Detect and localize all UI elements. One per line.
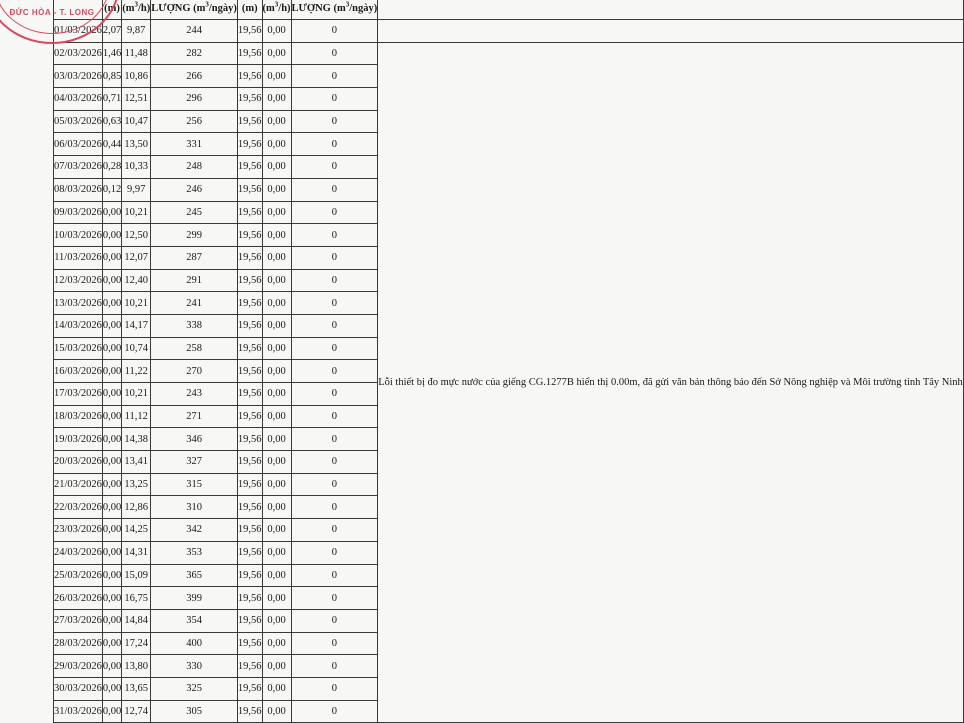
flow-rate-1-cell: 12,40	[122, 269, 151, 292]
daily-volume-1-cell: 258	[151, 337, 238, 360]
flow-rate-1-cell: 12,86	[122, 496, 151, 519]
daily-volume-1-cell: 248	[151, 156, 238, 179]
daily-volume-1-cell: 299	[151, 224, 238, 247]
water-level-1-cell: 0,00	[102, 632, 121, 655]
daily-volume-1-cell: 305	[151, 700, 238, 723]
water-level-1-cell: 0,00	[102, 337, 121, 360]
flow-rate-1-cell: 12,51	[122, 88, 151, 111]
water-level-2-cell: 19,56	[237, 314, 262, 337]
date-cell: 13/03/2026	[54, 292, 103, 315]
water-level-1-cell: 0,85	[102, 65, 121, 88]
water-level-2-cell: 19,56	[237, 337, 262, 360]
water-level-2-cell: 19,56	[237, 496, 262, 519]
date-cell: 16/03/2026	[54, 360, 103, 383]
daily-volume-2-cell: 0	[291, 360, 378, 383]
date-cell: 15/03/2026	[54, 337, 103, 360]
flow-rate-2-cell: 0,00	[262, 632, 291, 655]
date-cell: 30/03/2026	[54, 677, 103, 700]
water-level-1-cell: 0,00	[102, 383, 121, 406]
water-level-2-cell: 19,56	[237, 383, 262, 406]
daily-volume-2-cell: 0	[291, 541, 378, 564]
daily-volume-1-cell: 270	[151, 360, 238, 383]
water-level-2-cell: 19,56	[237, 541, 262, 564]
flow-rate-1-cell: 15,09	[122, 564, 151, 587]
daily-volume-1-cell: 241	[151, 292, 238, 315]
daily-volume-1-cell: 256	[151, 110, 238, 133]
daily-volume-1-cell: 287	[151, 246, 238, 269]
water-level-2-cell: 19,56	[237, 42, 262, 65]
flow-rate-2-cell: 0,00	[262, 496, 291, 519]
water-level-1-cell: 0,00	[102, 224, 121, 247]
flow-rate-2-cell: 0,00	[262, 178, 291, 201]
flow-rate-2-cell: 0,00	[262, 405, 291, 428]
date-cell: 09/03/2026	[54, 201, 103, 224]
water-level-1-cell: 0,00	[102, 496, 121, 519]
flow-rate-1-cell: 13,25	[122, 473, 151, 496]
flow-rate-1-cell: 10,21	[122, 383, 151, 406]
daily-volume-2-cell: 0	[291, 451, 378, 474]
water-level-1-cell: 0,00	[102, 405, 121, 428]
water-level-2-cell: 19,56	[237, 178, 262, 201]
flow-rate-2-cell: 0,00	[262, 337, 291, 360]
water-level-1-cell: 0,12	[102, 178, 121, 201]
flow-rate-1-cell: 10,33	[122, 156, 151, 179]
water-level-1-cell: 0,00	[102, 655, 121, 678]
water-level-1-cell: 0,00	[102, 292, 121, 315]
flow-rate-1-cell: 11,12	[122, 405, 151, 428]
daily-volume-2-cell: 0	[291, 269, 378, 292]
daily-volume-2-cell: 0	[291, 314, 378, 337]
daily-volume-1-cell: 315	[151, 473, 238, 496]
date-cell: 26/03/2026	[54, 587, 103, 610]
header-daily-volume-1: LƯỢNG $(m^3/ngày)$	[151, 0, 238, 20]
note-cell: Lỗi thiết bị đo mực nước của giếng CG.1277B hiển thị 0.00m, đã gửi văn bản thông báo đến Sở Nông nghiệp và Môi trường tỉnh Tây Ninh	[378, 42, 964, 723]
water-level-1-cell: 0,00	[102, 451, 121, 474]
daily-volume-1-cell: 291	[151, 269, 238, 292]
daily-volume-2-cell: 0	[291, 564, 378, 587]
water-level-2-cell: 19,56	[237, 133, 262, 156]
date-cell: 28/03/2026	[54, 632, 103, 655]
flow-rate-1-cell: 14,25	[122, 519, 151, 542]
flow-rate-1-cell: 10,47	[122, 110, 151, 133]
daily-volume-2-cell: 0	[291, 42, 378, 65]
flow-rate-1-cell: 13,80	[122, 655, 151, 678]
flow-rate-1-cell: 11,22	[122, 360, 151, 383]
flow-rate-2-cell: 0,00	[262, 224, 291, 247]
daily-volume-1-cell: 353	[151, 541, 238, 564]
flow-rate-2-cell: 0,00	[262, 677, 291, 700]
flow-rate-2-cell: 0,00	[262, 201, 291, 224]
daily-volume-2-cell: 0	[291, 383, 378, 406]
water-level-1-cell: 0,00	[102, 269, 121, 292]
water-level-1-cell: 0,00	[102, 519, 121, 542]
water-level-1-cell: 0,00	[102, 428, 121, 451]
flow-rate-2-cell: 0,00	[262, 292, 291, 315]
daily-volume-2-cell: 0	[291, 655, 378, 678]
date-cell: 21/03/2026	[54, 473, 103, 496]
flow-rate-2-cell: 0,00	[262, 451, 291, 474]
daily-volume-2-cell: 0	[291, 292, 378, 315]
water-level-2-cell: 19,56	[237, 292, 262, 315]
flow-rate-1-cell: 10,21	[122, 201, 151, 224]
date-cell: 11/03/2026	[54, 246, 103, 269]
water-level-2-cell: 19,56	[237, 700, 262, 723]
water-monitoring-table	[53, 0, 964, 723]
header-flow-rate-2: $(m^3/h)$	[262, 0, 291, 20]
water-level-2-cell: 19,56	[237, 473, 262, 496]
water-level-1-cell: 0,00	[102, 587, 121, 610]
table-header-row	[54, 0, 964, 20]
flow-rate-1-cell: 12,07	[122, 246, 151, 269]
water-level-1-cell: 2,07	[102, 20, 121, 43]
daily-volume-1-cell: 400	[151, 632, 238, 655]
date-cell: 06/03/2026	[54, 133, 103, 156]
flow-rate-2-cell: 0,00	[262, 88, 291, 111]
date-cell: 02/03/2026	[54, 42, 103, 65]
water-level-2-cell: 19,56	[237, 655, 262, 678]
water-level-2-cell: 19,56	[237, 88, 262, 111]
header-daily-volume-2: LƯỢNG $(m^3/ngày)$	[291, 0, 378, 20]
date-cell: 31/03/2026	[54, 700, 103, 723]
flow-rate-2-cell: 0,00	[262, 564, 291, 587]
daily-volume-1-cell: 327	[151, 451, 238, 474]
daily-volume-1-cell: 399	[151, 587, 238, 610]
daily-volume-1-cell: 271	[151, 405, 238, 428]
water-level-2-cell: 19,56	[237, 65, 262, 88]
daily-volume-2-cell: 0	[291, 337, 378, 360]
flow-rate-2-cell: 0,00	[262, 65, 291, 88]
note-cell-empty	[378, 20, 964, 43]
daily-volume-1-cell: 338	[151, 314, 238, 337]
daily-volume-1-cell: 246	[151, 178, 238, 201]
water-level-1-cell: 0,00	[102, 677, 121, 700]
daily-volume-1-cell: 310	[151, 496, 238, 519]
flow-rate-2-cell: 0,00	[262, 314, 291, 337]
water-level-2-cell: 19,56	[237, 156, 262, 179]
flow-rate-1-cell: 13,50	[122, 133, 151, 156]
daily-volume-1-cell: 365	[151, 564, 238, 587]
flow-rate-1-cell: 16,75	[122, 587, 151, 610]
date-cell: 05/03/2026	[54, 110, 103, 133]
date-cell: 29/03/2026	[54, 655, 103, 678]
flow-rate-1-cell: 13,65	[122, 677, 151, 700]
daily-volume-1-cell: 245	[151, 201, 238, 224]
daily-volume-1-cell: 325	[151, 677, 238, 700]
date-cell: 20/03/2026	[54, 451, 103, 474]
daily-volume-2-cell: 0	[291, 20, 378, 43]
water-level-2-cell: 19,56	[237, 360, 262, 383]
date-cell: 19/03/2026	[54, 428, 103, 451]
water-level-1-cell: 0,00	[102, 201, 121, 224]
date-cell: 17/03/2026	[54, 383, 103, 406]
flow-rate-1-cell: 10,86	[122, 65, 151, 88]
flow-rate-1-cell: 14,17	[122, 314, 151, 337]
daily-volume-2-cell: 0	[291, 246, 378, 269]
header-water-level-2: (m)	[237, 0, 262, 20]
flow-rate-2-cell: 0,00	[262, 609, 291, 632]
water-level-1-cell: 0,00	[102, 246, 121, 269]
flow-rate-2-cell: 0,00	[262, 428, 291, 451]
water-level-2-cell: 19,56	[237, 269, 262, 292]
water-level-1-cell: 0,00	[102, 314, 121, 337]
date-cell: 25/03/2026	[54, 564, 103, 587]
flow-rate-1-cell: 12,74	[122, 700, 151, 723]
flow-rate-1-cell: 17,24	[122, 632, 151, 655]
daily-volume-2-cell: 0	[291, 133, 378, 156]
flow-rate-2-cell: 0,00	[262, 700, 291, 723]
water-level-1-cell: 1,46	[102, 42, 121, 65]
flow-rate-1-cell: 12,50	[122, 224, 151, 247]
daily-volume-2-cell: 0	[291, 632, 378, 655]
flow-rate-2-cell: 0,00	[262, 133, 291, 156]
daily-volume-2-cell: 0	[291, 88, 378, 111]
water-level-2-cell: 19,56	[237, 246, 262, 269]
daily-volume-1-cell: 282	[151, 42, 238, 65]
water-level-1-cell: 0,00	[102, 564, 121, 587]
date-cell: 03/03/2026	[54, 65, 103, 88]
date-cell: 07/03/2026	[54, 156, 103, 179]
water-level-2-cell: 19,56	[237, 20, 262, 43]
date-cell: 04/03/2026	[54, 88, 103, 111]
water-level-1-cell: 0,00	[102, 360, 121, 383]
water-level-2-cell: 19,56	[237, 609, 262, 632]
date-cell: 14/03/2026	[54, 314, 103, 337]
daily-volume-2-cell: 0	[291, 405, 378, 428]
daily-volume-2-cell: 0	[291, 677, 378, 700]
date-cell: 10/03/2026	[54, 224, 103, 247]
daily-volume-2-cell: 0	[291, 201, 378, 224]
flow-rate-2-cell: 0,00	[262, 20, 291, 43]
water-level-1-cell: 0,28	[102, 156, 121, 179]
table-row	[54, 20, 964, 43]
flow-rate-2-cell: 0,00	[262, 269, 291, 292]
flow-rate-2-cell: 0,00	[262, 110, 291, 133]
water-level-2-cell: 19,56	[237, 405, 262, 428]
flow-rate-2-cell: 0,00	[262, 473, 291, 496]
seal-text: ĐỨC HÒA - T. LONG	[9, 8, 95, 17]
flow-rate-1-cell: 14,31	[122, 541, 151, 564]
flow-rate-2-cell: 0,00	[262, 519, 291, 542]
table-row	[54, 42, 964, 65]
flow-rate-1-cell: 14,38	[122, 428, 151, 451]
daily-volume-2-cell: 0	[291, 110, 378, 133]
daily-volume-2-cell: 0	[291, 178, 378, 201]
flow-rate-2-cell: 0,00	[262, 541, 291, 564]
water-level-1-cell: 0,00	[102, 473, 121, 496]
water-level-2-cell: 19,56	[237, 201, 262, 224]
flow-rate-1-cell: 10,74	[122, 337, 151, 360]
date-cell: 12/03/2026	[54, 269, 103, 292]
daily-volume-1-cell: 266	[151, 65, 238, 88]
water-level-2-cell: 19,56	[237, 587, 262, 610]
flow-rate-1-cell: 9,97	[122, 178, 151, 201]
flow-rate-2-cell: 0,00	[262, 383, 291, 406]
water-level-2-cell: 19,56	[237, 677, 262, 700]
water-level-1-cell: 0,00	[102, 700, 121, 723]
daily-volume-2-cell: 0	[291, 496, 378, 519]
daily-volume-2-cell: 0	[291, 700, 378, 723]
daily-volume-1-cell: 354	[151, 609, 238, 632]
date-cell: 27/03/2026	[54, 609, 103, 632]
daily-volume-2-cell: 0	[291, 224, 378, 247]
water-level-2-cell: 19,56	[237, 451, 262, 474]
date-cell: 08/03/2026	[54, 178, 103, 201]
water-level-1-cell: 0,00	[102, 609, 121, 632]
date-cell: 23/03/2026	[54, 519, 103, 542]
daily-volume-1-cell: 296	[151, 88, 238, 111]
daily-volume-1-cell: 342	[151, 519, 238, 542]
water-level-2-cell: 19,56	[237, 519, 262, 542]
water-level-2-cell: 19,56	[237, 110, 262, 133]
daily-volume-1-cell: 331	[151, 133, 238, 156]
date-cell: 01/03/2026	[54, 20, 103, 43]
water-level-2-cell: 19,56	[237, 428, 262, 451]
water-level-1-cell: 0,00	[102, 541, 121, 564]
daily-volume-2-cell: 0	[291, 609, 378, 632]
header-note-cell	[378, 0, 964, 20]
flow-rate-1-cell: 10,21	[122, 292, 151, 315]
date-cell: 24/03/2026	[54, 541, 103, 564]
water-level-1-cell: 0,44	[102, 133, 121, 156]
header-flow-rate-1: $(m^3/h)$	[122, 0, 151, 20]
daily-volume-1-cell: 243	[151, 383, 238, 406]
date-cell: 22/03/2026	[54, 496, 103, 519]
water-level-1-cell: 0,63	[102, 110, 121, 133]
flow-rate-1-cell: 14,84	[122, 609, 151, 632]
header-water-level-1: (m)	[102, 0, 121, 20]
flow-rate-2-cell: 0,00	[262, 246, 291, 269]
flow-rate-1-cell: 9,87	[122, 20, 151, 43]
daily-volume-1-cell: 330	[151, 655, 238, 678]
flow-rate-1-cell: 11,48	[122, 42, 151, 65]
flow-rate-2-cell: 0,00	[262, 156, 291, 179]
flow-rate-2-cell: 0,00	[262, 360, 291, 383]
seal-inner-ring	[0, 0, 110, 34]
daily-volume-2-cell: 0	[291, 156, 378, 179]
daily-volume-1-cell: 244	[151, 20, 238, 43]
date-cell: 18/03/2026	[54, 405, 103, 428]
water-level-1-cell: 0,71	[102, 88, 121, 111]
daily-volume-2-cell: 0	[291, 519, 378, 542]
daily-volume-2-cell: 0	[291, 428, 378, 451]
flow-rate-2-cell: 0,00	[262, 587, 291, 610]
daily-volume-1-cell: 346	[151, 428, 238, 451]
daily-volume-2-cell: 0	[291, 473, 378, 496]
flow-rate-2-cell: 0,00	[262, 42, 291, 65]
water-level-2-cell: 19,56	[237, 224, 262, 247]
daily-volume-2-cell: 0	[291, 65, 378, 88]
daily-volume-2-cell: 0	[291, 587, 378, 610]
water-level-2-cell: 19,56	[237, 564, 262, 587]
flow-rate-2-cell: 0,00	[262, 655, 291, 678]
flow-rate-1-cell: 13,41	[122, 451, 151, 474]
water-level-2-cell: 19,56	[237, 632, 262, 655]
